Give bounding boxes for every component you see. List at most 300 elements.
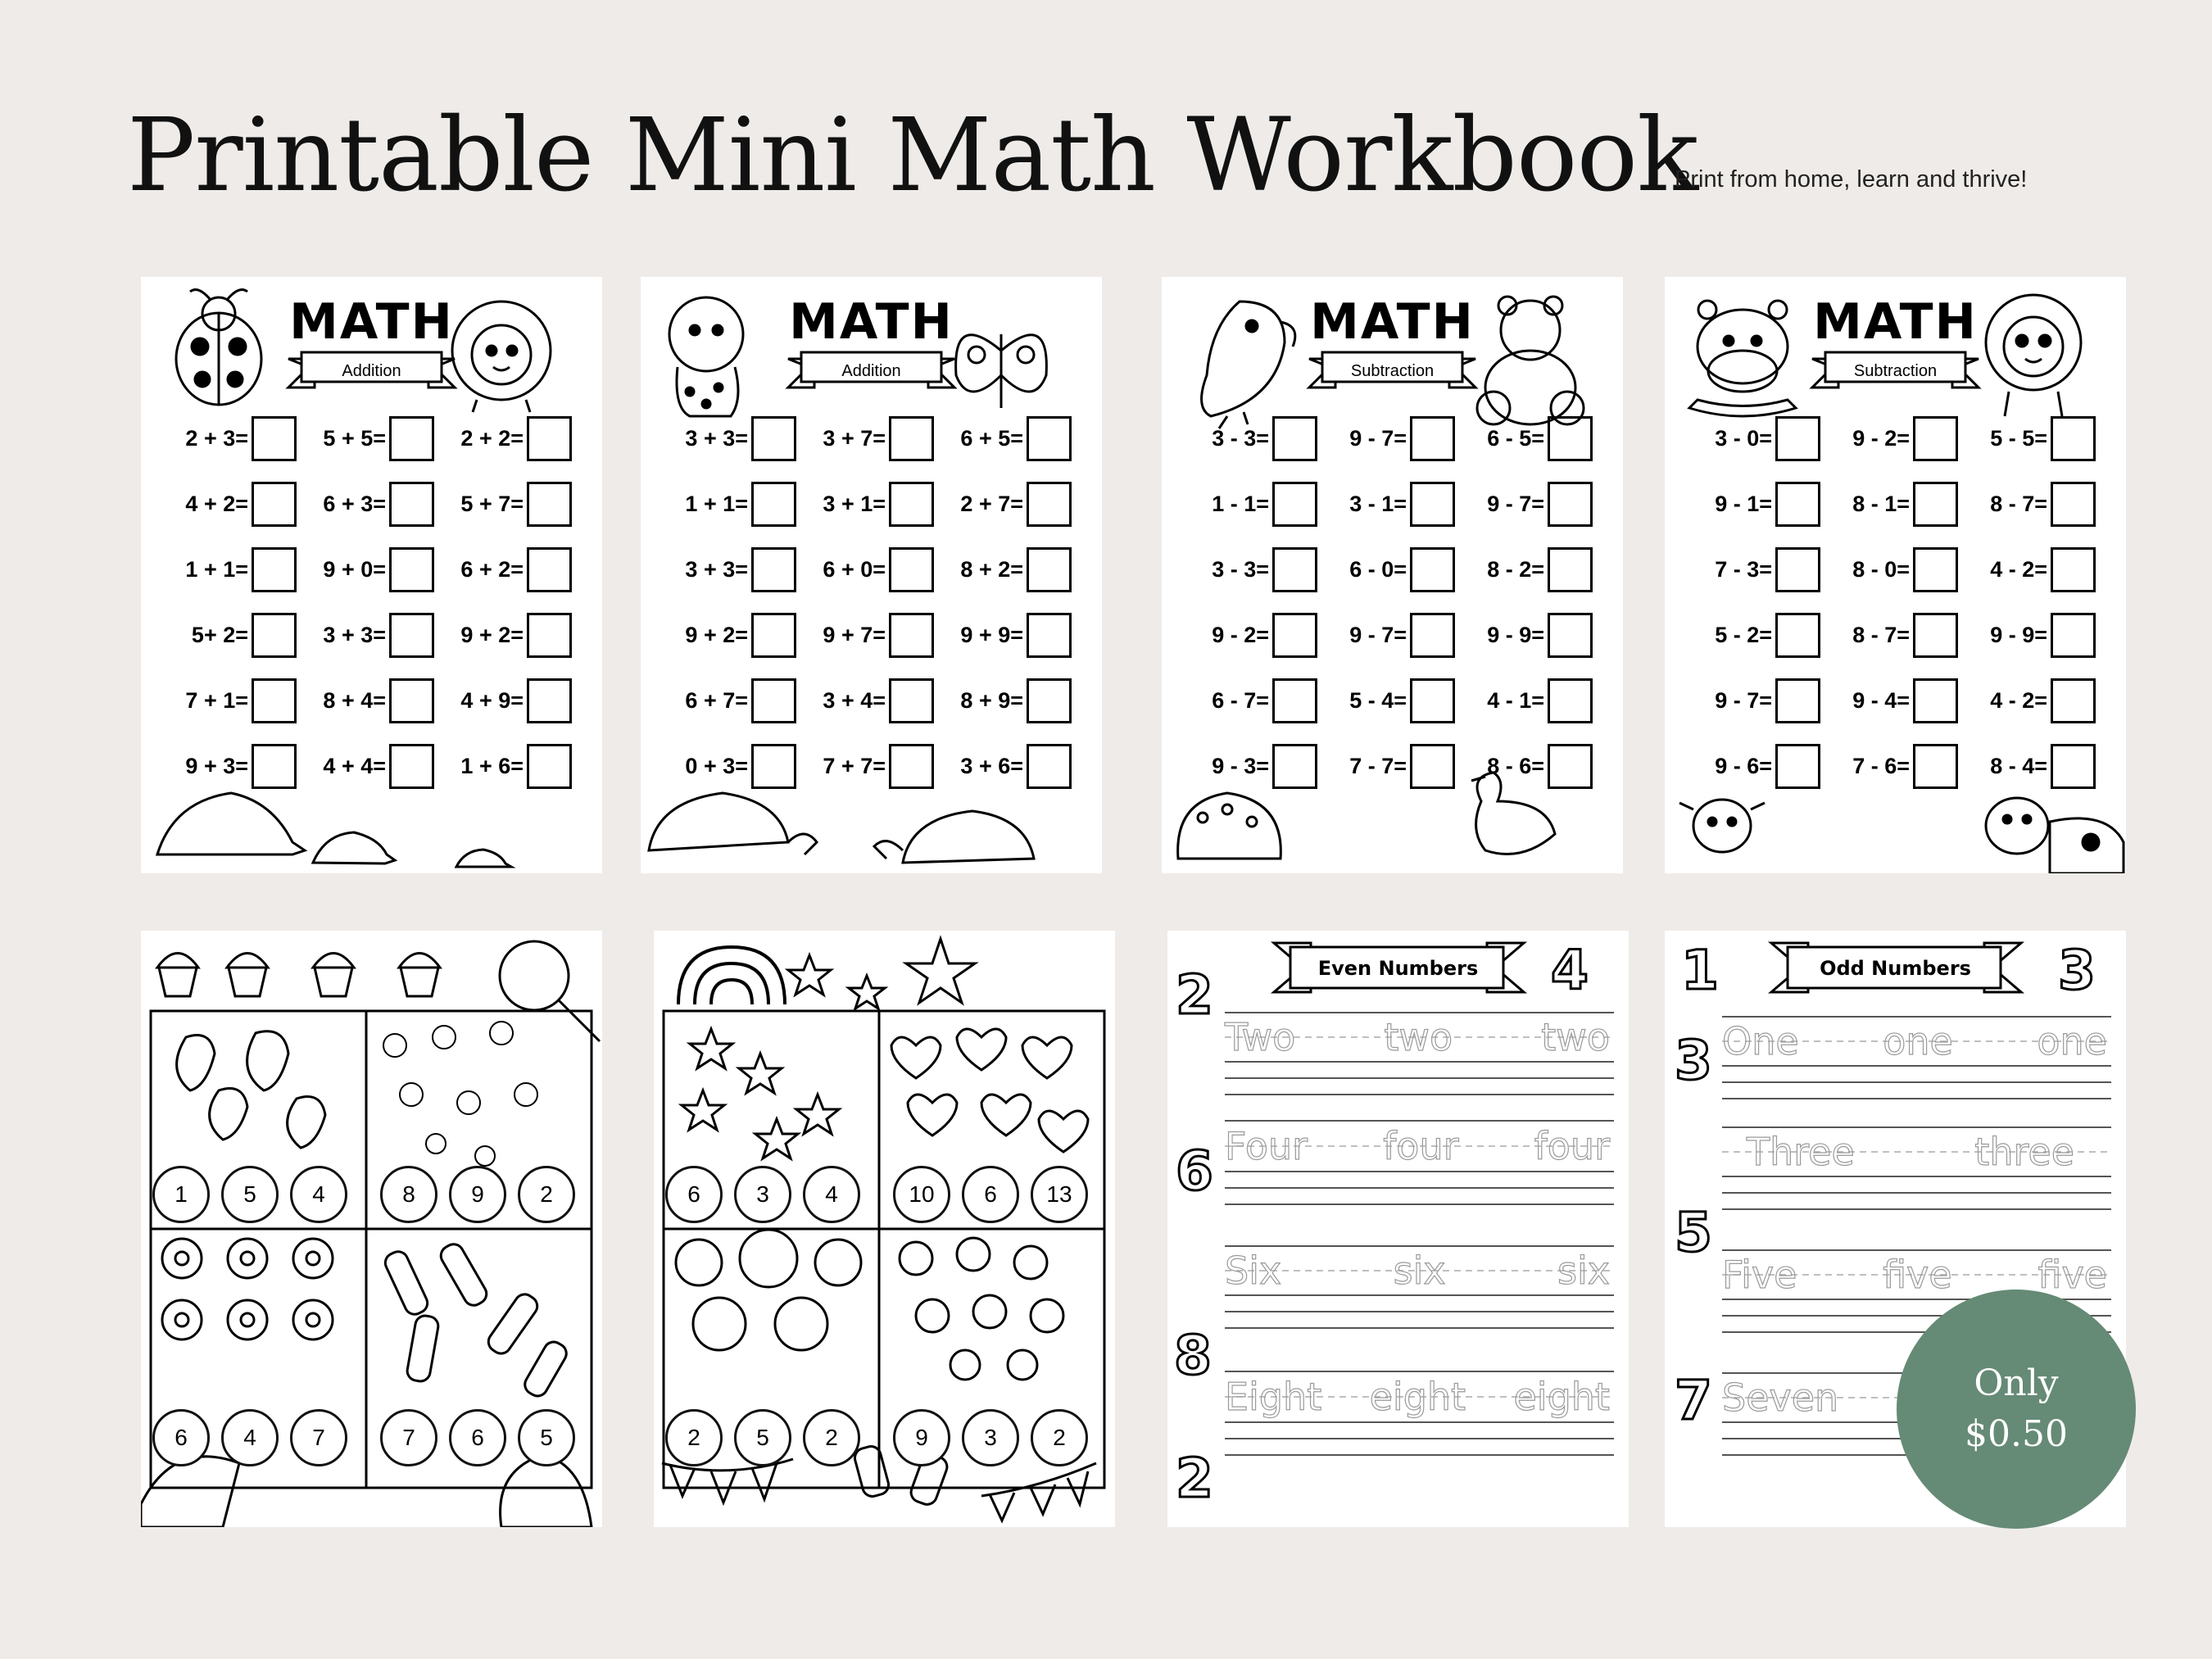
equation-text: 9 + 2=	[460, 622, 524, 647]
equation	[1190, 742, 1328, 790]
equation-text: 4 + 2=	[185, 491, 248, 516]
equation-text: 6 + 7=	[685, 687, 748, 713]
answer-box	[527, 744, 572, 789]
equation-row	[1693, 480, 2106, 546]
tracing-word: two	[1384, 1015, 1453, 1059]
equation	[945, 546, 1082, 593]
equation-text: 6 + 3=	[323, 491, 386, 516]
equation-row	[669, 677, 1082, 742]
count-answer-circle: 5	[518, 1409, 575, 1466]
count-answer-circle: 2	[665, 1409, 723, 1466]
equation-row	[170, 480, 582, 546]
equation-text: 9 + 9=	[960, 622, 1023, 647]
tracing-words	[1722, 1019, 2107, 1063]
equation	[1831, 611, 1969, 659]
equation	[1328, 677, 1466, 724]
tracing-word: eight	[1369, 1375, 1466, 1419]
answer-box	[1548, 678, 1593, 723]
equation-row	[170, 742, 582, 808]
equation	[1190, 611, 1328, 659]
star-icon	[788, 939, 975, 1009]
equation-text: 8 - 4=	[1990, 753, 2047, 778]
tracing-word: Six	[1225, 1249, 1282, 1293]
equation	[945, 742, 1082, 790]
answer-box	[1913, 547, 1958, 592]
worksheet-addition-1	[141, 277, 602, 873]
answer-box	[389, 613, 434, 658]
equation-text: 5 - 5=	[1990, 425, 2047, 451]
equation	[945, 677, 1082, 724]
equation-text: 2 + 3=	[185, 425, 248, 451]
equation-text: 9 + 2=	[685, 622, 748, 647]
equation-grid	[1693, 415, 2106, 808]
equation	[170, 546, 307, 593]
equation-text: 8 + 9=	[960, 687, 1023, 713]
tracing-word: Three	[1747, 1130, 1855, 1174]
strawberry-icon	[177, 1031, 325, 1148]
count-answer-circle: 6	[152, 1409, 210, 1466]
equation-text: 3 + 1=	[823, 491, 886, 516]
equation-text: 1 + 1=	[685, 491, 748, 516]
equation-text: 9 - 7=	[1349, 622, 1407, 647]
equation	[807, 480, 945, 528]
count-answer-circle: 8	[380, 1166, 437, 1223]
tagline: Print from home, learn and thrive!	[1675, 166, 2028, 193]
equation	[1969, 546, 2106, 593]
equation	[1466, 742, 1603, 790]
smiley-icon	[676, 1230, 861, 1350]
equation	[669, 480, 807, 528]
equation-text: 9 - 9=	[1990, 622, 2047, 647]
equation-text: 4 + 4=	[323, 753, 386, 778]
equation	[1831, 415, 1969, 462]
outlined-number: 6	[1176, 1140, 1213, 1203]
answer-box	[389, 416, 434, 461]
answer-box	[1272, 613, 1317, 658]
heart-icon	[891, 1029, 1088, 1152]
equation-row	[1190, 415, 1603, 480]
equation-text: 4 + 9=	[460, 687, 524, 713]
answer-box	[1410, 678, 1455, 723]
equation-text: 9 - 7=	[1349, 425, 1407, 451]
cupcake-icon	[157, 954, 440, 997]
answer-box	[527, 547, 572, 592]
equation	[445, 546, 582, 593]
answer-box	[2051, 482, 2096, 527]
answer-box	[389, 482, 434, 527]
answer-box	[252, 678, 297, 723]
equation	[945, 415, 1082, 462]
answer-box	[1548, 744, 1593, 789]
equation	[307, 415, 445, 462]
equation	[307, 611, 445, 659]
equation-text: 5 - 4=	[1349, 687, 1407, 713]
equation-row	[669, 480, 1082, 546]
equation-text: 3 + 4=	[823, 687, 886, 713]
answer-box	[1548, 416, 1593, 461]
equation	[1328, 546, 1466, 593]
answer-box	[1548, 613, 1593, 658]
equation-text: 8 - 0=	[1852, 556, 1910, 582]
count-answer-circle: 6	[449, 1409, 506, 1466]
equation-text: 7 - 7=	[1349, 753, 1407, 778]
equation	[945, 611, 1082, 659]
tracing-word: two	[1541, 1015, 1610, 1059]
equation	[1693, 611, 1831, 659]
equation-text: 9 - 1=	[1715, 491, 1772, 516]
answer-box	[1272, 547, 1317, 592]
equation	[669, 546, 807, 593]
answer-box	[889, 482, 934, 527]
equation	[170, 480, 307, 528]
answer-box	[1272, 744, 1317, 789]
equation	[1466, 546, 1603, 593]
outlined-number: 8	[1174, 1324, 1212, 1387]
equation-text: 5 - 2=	[1715, 622, 1772, 647]
tracing-word: one	[2037, 1019, 2107, 1063]
worksheet-banner: Subtraction	[1350, 362, 1435, 380]
answer-box	[389, 547, 434, 592]
equation-text: 8 - 1=	[1852, 491, 1910, 516]
equation-text: 1 + 1=	[185, 556, 248, 582]
equation-text: 3 - 0=	[1715, 425, 1772, 451]
equation-text: 6 + 2=	[460, 556, 524, 582]
equation	[1328, 480, 1466, 528]
equation	[1831, 677, 1969, 724]
equation	[1328, 742, 1466, 790]
equation	[807, 677, 945, 724]
rainbow-icon	[678, 947, 785, 1004]
equation-text: 6 + 5=	[960, 425, 1023, 451]
equation	[1466, 480, 1603, 528]
answer-box	[1027, 744, 1072, 789]
outlined-number: 3	[1675, 1029, 1712, 1092]
equation	[807, 611, 945, 659]
answer-box	[1775, 416, 1820, 461]
equation-row	[1190, 742, 1603, 808]
answer-box	[751, 416, 796, 461]
equation-text: 6 - 5=	[1487, 425, 1544, 451]
equation	[1466, 677, 1603, 724]
equation	[1190, 415, 1328, 462]
equation-row	[1190, 546, 1603, 611]
equation-text: 3 + 3=	[685, 425, 748, 451]
equation-text: 9 - 6=	[1715, 753, 1772, 778]
equation-text: 9 - 4=	[1852, 687, 1910, 713]
answer-box	[1410, 482, 1455, 527]
equation	[170, 742, 307, 790]
equation	[1190, 480, 1328, 528]
equation	[307, 546, 445, 593]
tracing-word: Two	[1225, 1015, 1296, 1059]
equation-text: 4 - 2=	[1990, 556, 2047, 582]
answer-box	[751, 547, 796, 592]
equation-row	[669, 742, 1082, 808]
answer-box	[1027, 416, 1072, 461]
equation	[1693, 742, 1831, 790]
worksheet-heading: MATH	[1813, 293, 1978, 351]
equation	[445, 611, 582, 659]
equation	[445, 742, 582, 790]
worksheet-heading: MATH	[289, 293, 454, 351]
answer-box	[1548, 547, 1593, 592]
answer-box	[1775, 744, 1820, 789]
answer-box	[889, 547, 934, 592]
equation-text: 4 - 1=	[1487, 687, 1544, 713]
equation	[307, 677, 445, 724]
price-badge	[1897, 1290, 2136, 1529]
lollipops-icon	[383, 1022, 537, 1166]
count-answer-circle: 4	[221, 1409, 279, 1466]
equation-text: 1 + 6=	[460, 753, 524, 778]
answer-box	[252, 547, 297, 592]
outlined-number: 5	[1675, 1201, 1712, 1264]
count-answer-circle: 3	[734, 1166, 791, 1223]
tracing-word: four	[1534, 1124, 1610, 1168]
equation	[807, 546, 945, 593]
answer-box	[252, 482, 297, 527]
cow-icon	[1679, 798, 2124, 873]
equation	[1969, 611, 2106, 659]
equation	[807, 742, 945, 790]
count-answer-circle: 9	[893, 1409, 950, 1466]
outlined-number: 2	[1176, 1447, 1213, 1510]
answer-box	[1272, 678, 1317, 723]
worksheet-heading: MATH	[789, 293, 954, 351]
equation-text: 3 + 7=	[823, 425, 886, 451]
answer-box	[751, 678, 796, 723]
dashed-guide-lines	[1225, 1037, 1614, 1397]
answer-box	[1913, 482, 1958, 527]
count-answer-circle: 5	[221, 1166, 279, 1223]
worksheet-banner: Addition	[841, 362, 901, 380]
tracing-banner: Even Numbers	[1317, 957, 1479, 980]
equation	[445, 677, 582, 724]
equation-text: 9 + 7=	[823, 622, 886, 647]
price-value: $0.50	[1965, 1413, 2068, 1455]
answer-box	[751, 613, 796, 658]
answer-box	[2051, 416, 2096, 461]
tracing-word: six	[1557, 1249, 1610, 1293]
answer-box	[389, 678, 434, 723]
equation	[170, 677, 307, 724]
equation	[1328, 611, 1466, 659]
answer-box	[1775, 678, 1820, 723]
count-answer-circle: 2	[803, 1409, 860, 1466]
answer-box	[1913, 416, 1958, 461]
equation-text: 6 - 0=	[1349, 556, 1407, 582]
equation	[1831, 546, 1969, 593]
count-answer-circle: 6	[962, 1166, 1019, 1223]
tracing-word: eight	[1513, 1375, 1610, 1419]
worksheet-banner: Subtraction	[1853, 362, 1938, 380]
answer-box	[889, 744, 934, 789]
equation	[1969, 480, 2106, 528]
equation	[669, 611, 807, 659]
equation	[1831, 742, 1969, 790]
tracing-words	[1225, 1249, 1610, 1293]
tracing-word: Seven	[1722, 1376, 1839, 1420]
count-answer-circle: 6	[665, 1166, 723, 1223]
count-answer-circle: 4	[803, 1166, 860, 1223]
equation	[1693, 546, 1831, 593]
equation-text: 7 + 7=	[823, 753, 886, 778]
count-answer-circle: 3	[962, 1409, 1019, 1466]
equation-text: 9 - 7=	[1487, 491, 1544, 516]
answer-box	[1410, 416, 1455, 461]
equation	[170, 415, 307, 462]
equation-row	[170, 415, 582, 480]
tracing-words	[1722, 1253, 2107, 1297]
count-answer-circle: 5	[734, 1409, 791, 1466]
answer-box	[2051, 678, 2096, 723]
equation-row	[1693, 742, 2106, 808]
answer-box	[1410, 744, 1455, 789]
count-answer-circle: 7	[380, 1409, 437, 1466]
equation-text: 3 - 3=	[1212, 425, 1269, 451]
answer-box	[1410, 613, 1455, 658]
equation-text: 3 + 3=	[323, 622, 386, 647]
equation-text: 8 - 6=	[1487, 753, 1544, 778]
answer-box	[751, 482, 796, 527]
tracing-word: one	[1883, 1019, 1953, 1063]
answer-box	[527, 678, 572, 723]
answer-box	[1775, 482, 1820, 527]
answer-box	[889, 416, 934, 461]
tracing-words	[1225, 1015, 1610, 1059]
equation-text: 3 - 1=	[1349, 491, 1407, 516]
equation	[669, 677, 807, 724]
answer-box	[527, 613, 572, 658]
flower-icon	[900, 1238, 1063, 1380]
tracing-word: Four	[1225, 1124, 1308, 1168]
equation	[669, 415, 807, 462]
equation-grid	[170, 415, 582, 808]
equation	[307, 480, 445, 528]
equation-grid	[669, 415, 1082, 808]
equation-text: 8 - 7=	[1852, 622, 1910, 647]
answer-box	[252, 613, 297, 658]
equation-row	[170, 611, 582, 677]
equation-text: 7 - 3=	[1715, 556, 1772, 582]
tracing-word: five	[1883, 1253, 1952, 1297]
equation-row	[1190, 480, 1603, 546]
equation	[307, 742, 445, 790]
equation-text: 9 + 3=	[185, 753, 248, 778]
answer-box	[1027, 613, 1072, 658]
equation-text: 9 + 0=	[323, 556, 386, 582]
tracing-word: six	[1393, 1249, 1446, 1293]
answer-box	[389, 744, 434, 789]
answer-box	[2051, 547, 2096, 592]
answer-box	[1913, 678, 1958, 723]
counting-page-treats	[141, 931, 602, 1527]
equation	[1693, 480, 1831, 528]
equation-text: 1 - 1=	[1212, 491, 1269, 516]
equation-row	[170, 546, 582, 611]
answer-box	[1775, 547, 1820, 592]
equation	[1831, 480, 1969, 528]
counting-page-shapes	[654, 931, 1115, 1527]
equation-text: 9 - 7=	[1715, 687, 1772, 713]
tracing-words	[1225, 1124, 1610, 1168]
equation	[1969, 742, 2106, 790]
equation-text: 0 + 3=	[685, 753, 748, 778]
answer-box	[1410, 547, 1455, 592]
equation	[1466, 415, 1603, 462]
equation-row	[669, 546, 1082, 611]
equation	[1328, 415, 1466, 462]
equation-text: 8 + 4=	[323, 687, 386, 713]
equation	[1693, 677, 1831, 724]
popsicle-icon	[382, 1240, 569, 1399]
equation-row	[669, 611, 1082, 677]
count-answer-circle: 7	[290, 1409, 347, 1466]
equation-grid	[1190, 415, 1603, 808]
equation-text: 3 + 3=	[685, 556, 748, 582]
equation-text: 9 - 2=	[1212, 622, 1269, 647]
answer-box	[527, 416, 572, 461]
equation-text: 6 - 7=	[1212, 687, 1269, 713]
worksheet-banner: Addition	[342, 362, 401, 380]
worksheet-heading: MATH	[1310, 293, 1475, 351]
answer-box	[1027, 482, 1072, 527]
equation	[1969, 677, 2106, 724]
equation-text: 9 - 9=	[1487, 622, 1544, 647]
equation-row	[1190, 611, 1603, 677]
equation-text: 3 + 6=	[960, 753, 1023, 778]
equation	[807, 415, 945, 462]
equation	[170, 611, 307, 659]
equation-row	[1693, 546, 2106, 611]
equation-text: 7 - 6=	[1852, 753, 1910, 778]
equation	[945, 480, 1082, 528]
answer-box	[252, 416, 297, 461]
equation-row	[1190, 677, 1603, 742]
answer-box	[1272, 416, 1317, 461]
equation	[1969, 415, 2106, 462]
equation	[1693, 415, 1831, 462]
equation-row	[170, 677, 582, 742]
equation	[445, 415, 582, 462]
answer-box	[1027, 678, 1072, 723]
count-answer-circle: 2	[518, 1166, 575, 1223]
equation	[1190, 677, 1328, 724]
answer-box	[1548, 482, 1593, 527]
tracing-word: Five	[1722, 1253, 1797, 1297]
tracing-banner: Odd Numbers	[1820, 957, 1971, 980]
price-label: Only	[1974, 1362, 2059, 1404]
answer-box	[1913, 613, 1958, 658]
outlined-number: 3	[2058, 939, 2096, 1002]
equation-text: 2 + 7=	[960, 491, 1023, 516]
equation-text: 5+ 2=	[191, 622, 248, 647]
equation-text: 5 + 7=	[460, 491, 524, 516]
answer-box	[1027, 547, 1072, 592]
count-answer-circle: 9	[449, 1166, 506, 1223]
equation-text: 8 - 7=	[1990, 491, 2047, 516]
tracing-words	[1225, 1375, 1610, 1419]
answer-box	[1272, 482, 1317, 527]
answer-box	[1775, 613, 1820, 658]
tracing-words	[1747, 1130, 2074, 1174]
count-answer-circle: 1	[152, 1166, 210, 1223]
tracing-word: four	[1383, 1124, 1459, 1168]
count-answer-circle: 10	[893, 1166, 950, 1223]
equation-text: 4 - 2=	[1990, 687, 2047, 713]
equation-row	[1693, 677, 2106, 742]
outlined-number: 2	[1176, 963, 1213, 1027]
